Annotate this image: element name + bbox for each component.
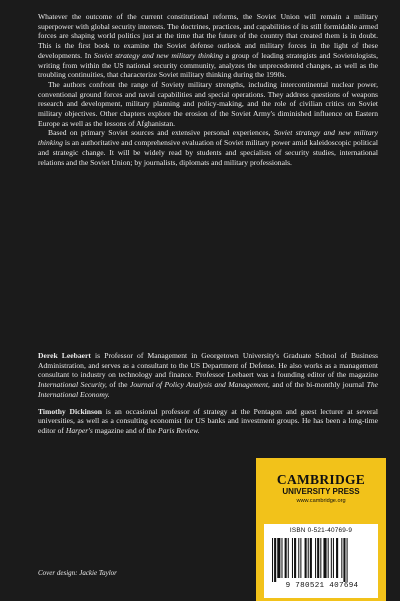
publisher-url: www.cambridge.org — [296, 498, 346, 504]
book-blurb — [38, 12, 378, 167]
publisher-press: UNIVERSITY PRESS — [282, 487, 360, 496]
barcode-icon — [270, 538, 372, 582]
blurb-paragraph-2: The authors confront the range of Soviety military strengths, including intercontinental nuclear power, conventional ground forces and naval capabilities and special operations. They address questions of weapons research and development, military planning and policy-making, and the role of civilian critics on Soviet military objectives. Other chapters explore the erosion of the Soviet Army's diminished influence on Eastern Europe as well as the lessons of Afghanistan. — [38, 79, 378, 128]
publisher-name: CAMBRIDGE — [276, 472, 366, 487]
bio-leebaert: Derek Leebaert is Professor of Management in Georgetown University's Graduate School of Business Administration, and serves as a consultant to the US Department of Defense. He also works as a management consultant to industry on technology and finance. Professor Leebaert was a founding editor of the magazine International Security, of the Journal of Policy Analysis and Management, and of the bi-monthly journal The International Economy. — [38, 351, 378, 399]
isbn-label: ISBN 0-521-40769-9 — [289, 527, 353, 534]
cover-design-credit: Cover design: Jackie Taylor — [38, 569, 117, 577]
author-bios — [38, 351, 378, 443]
author-name: Derek Leebaert — [38, 351, 91, 360]
author-name: Timothy Dickinson — [38, 406, 102, 416]
blurb-paragraph-1: Whatever the outcome of the current constitutional reforms, the Soviet Union will remain a military superpower with global security interests. The doctrines, practices, and capabilities of its still formidable armed forces are shaping world politics just at the time that the future of the country that created them is in doubt. This is the first book to examine the Soviet defense outlook and military forces in the light of these developments. In Soviet strategy and new military thinking a group of leading strategists and Sovietologists, writing from within the US national security community, analyzes the unprecedented changes, as well as the troubling continuities, that characterize Soviet military thinking during the 1990s. — [38, 12, 378, 80]
barcode-box — [264, 524, 378, 598]
blurb-paragraph-3: Based on primary Soviet sources and extensive personal experiences, Soviet strategy and new military thinking is an authoritative and comprehensive evaluation of Soviet military power amid kaleidoscopic political and strategic change. It will be widely read by students and specialists of security studies, international relations and the Soviet Union; by journalists, diplomats and military professionals. — [38, 128, 379, 167]
bio-dickinson: Timothy Dickinson is an occasional professor of strategy at the Pentagon and guest lecturer at several universities, as well as a consulting economist for US banks and investment groups. He has been a long-time editor of Harper's magazine and of the Paris Review. — [38, 406, 378, 435]
barcode-digits: 9 780521 407694 — [285, 582, 359, 590]
book-title-italic: Soviet strategy and new military thinking — [93, 50, 223, 60]
publisher-panel — [256, 458, 386, 601]
book-title-italic: Soviet strategy and new military thinking — [38, 128, 379, 148]
